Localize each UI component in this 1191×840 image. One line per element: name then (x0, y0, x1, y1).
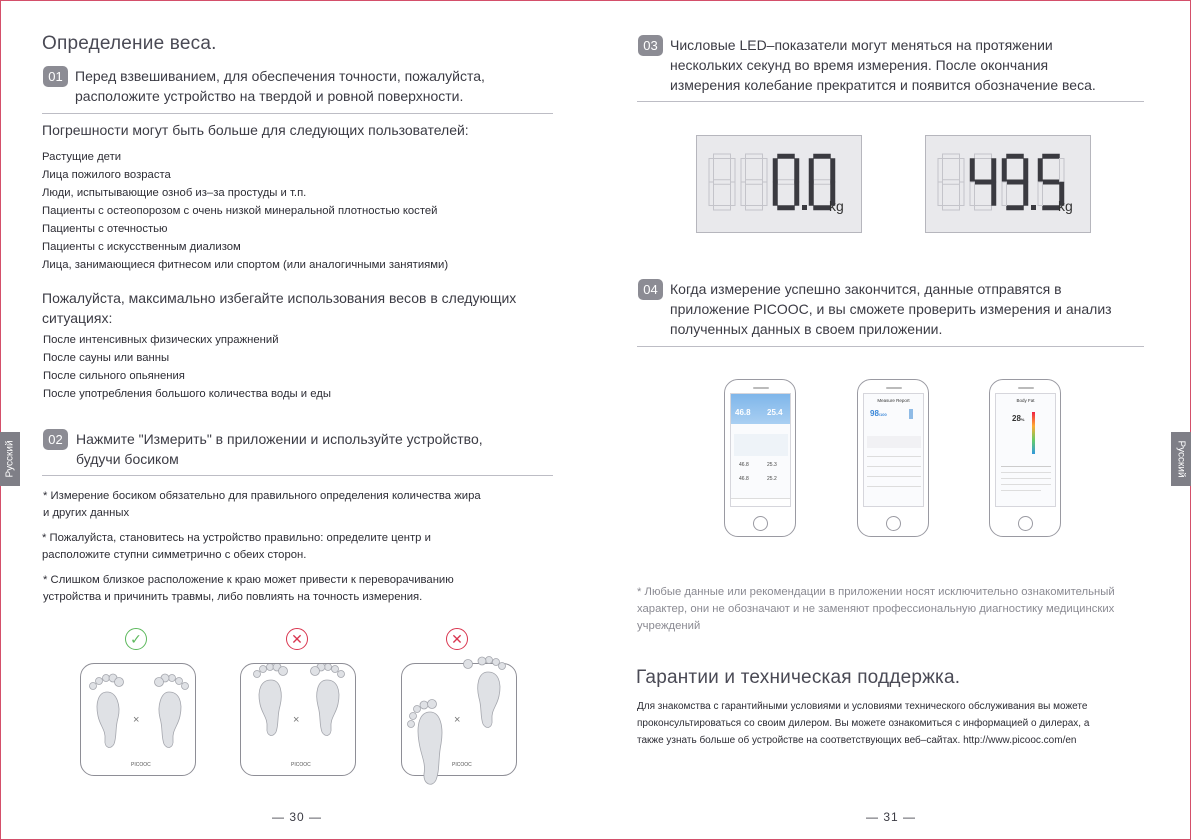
led-segment (1024, 182, 1029, 206)
list-item: Лица, занимающиеся фитнесом или спортом (или аналогичными занятиями) (42, 259, 449, 271)
errors-heading: Погрешности могут быть больше для следующих пользователей: (42, 122, 469, 138)
led-segment (709, 159, 714, 183)
led-segment (795, 159, 800, 183)
decimal-point (1031, 205, 1036, 210)
note-position: * Пожалуйста, становитесь на устройство правильно: определите центр и расположите ступни симметрично с обеих сторон. (42, 532, 431, 561)
decimal-point (802, 205, 807, 210)
led-segment (1043, 154, 1060, 159)
divider (42, 475, 553, 476)
led-segment (943, 206, 960, 211)
led-segment (763, 182, 768, 206)
led-segment (1060, 159, 1065, 183)
scale-correct-position (80, 663, 196, 776)
led-digits (926, 136, 1092, 234)
page-title: Определение веса. (42, 33, 217, 54)
led-segment (809, 182, 814, 206)
led-segment (778, 206, 795, 211)
feet-illustration (402, 664, 518, 804)
page-number-left: — 30 — (272, 810, 323, 824)
led-segment (1038, 182, 1043, 206)
led-segment (992, 182, 997, 206)
center-mark: × (454, 714, 461, 726)
list-item: Пациенты с искусственным диализом (42, 241, 241, 253)
led-segment (943, 154, 960, 159)
led-segment (960, 159, 965, 183)
unit-label: kg (1058, 198, 1073, 214)
led-segment (1024, 159, 1029, 183)
led-digits (697, 136, 863, 234)
step-badge-01: 01 (43, 66, 68, 87)
bodyfat-value: 25.4 (767, 408, 783, 417)
avoid-heading: Пожалуйста, максимально избегайте использования весов в следующих ситуациях: (42, 290, 517, 326)
led-segment (814, 154, 831, 159)
brand-logo: PICOOC (131, 762, 151, 768)
step-badge-04: 04 (638, 279, 663, 300)
step-02-text: Нажмите "Измерить" в приложении и используйте устройство, будучи босиком (76, 431, 483, 467)
cross-icon: ✕ (286, 628, 308, 650)
step-03-text: Числовые LED–показатели могут меняться на протяжении нескольких секунд во время измерения. После окончания измерения колебание прекратится и появится обозначение веса. (670, 37, 1096, 93)
led-segment (970, 159, 975, 183)
step-badge-02: 02 (43, 429, 68, 450)
scale-wrong-position (240, 663, 356, 776)
app-screen: Body Fat 28% (995, 393, 1056, 507)
app-screen: 46.8 25.4 46.8 25.3 46.8 25.2 (730, 393, 791, 507)
avoid-list (43, 331, 331, 403)
language-tab-left: Русский (0, 432, 20, 486)
led-segment (746, 154, 763, 159)
led-segment (778, 180, 795, 185)
list-item: После употребления большого количества воды и еды (43, 388, 331, 400)
center-mark: × (133, 714, 140, 726)
led-segment (938, 159, 943, 183)
led-segment (814, 206, 831, 211)
led-segment (992, 159, 997, 183)
divider (42, 113, 553, 114)
led-segment (1043, 180, 1060, 185)
list-item: Люди, испытывающие озноб из–за простуды и т.п. (42, 187, 307, 199)
phone-bodyfat-screen (989, 379, 1061, 537)
note-barefoot: * Измерение босиком обязательно для правильного определения количества жира и других данных (43, 490, 481, 519)
led-segment (970, 182, 975, 206)
divider (637, 101, 1144, 102)
led-segment (746, 206, 763, 211)
led-segment (938, 182, 943, 206)
led-segment (1002, 182, 1007, 206)
note-edge: * Слишком близкое расположение к краю может привести к переворачиванию устройства и причинить травмы, либо повлиять на точность измерения. (43, 574, 454, 603)
cross-icon: ✕ (446, 628, 468, 650)
led-segment (943, 180, 960, 185)
led-segment (778, 154, 795, 159)
warranty-title: Гарантии и техническая поддержка. (636, 667, 961, 688)
led-segment (975, 154, 992, 159)
errors-list (42, 148, 448, 274)
led-segment (773, 159, 778, 183)
led-segment (1043, 206, 1060, 211)
led-segment (809, 159, 814, 183)
led-segment (1007, 154, 1024, 159)
led-segment (714, 154, 731, 159)
led-segment (1038, 159, 1043, 183)
phone-report-screen (857, 379, 929, 537)
step-badge-03: 03 (638, 35, 663, 56)
led-segment (731, 182, 736, 206)
brand-logo: PICOOC (291, 762, 311, 768)
led-segment (714, 180, 731, 185)
led-segment (1007, 206, 1024, 211)
step-04-text: Когда измерение успешно закончится, данные отправятся в приложение PICOOC, и вы сможете проверить измерения и анализ полученных данных в своем приложении. (670, 281, 1112, 337)
brand-logo: PICOOC (452, 762, 472, 768)
list-item: Пациенты с отечностью (42, 223, 168, 235)
phone-home-screen (724, 379, 796, 537)
app-disclaimer: * Любые данные или рекомендации в приложении носят исключительно ознакомительный характер, они не обозначают и не заменяют профессиональную диагностику медицинских учреждений (637, 586, 1115, 632)
divider (637, 346, 1144, 347)
list-item: Пациенты с остеопорозом с очень низкой минеральной плотностью костей (42, 205, 438, 217)
check-icon: ✓ (125, 628, 147, 650)
scale-wrong-position (401, 663, 517, 776)
led-segment (1007, 180, 1024, 185)
led-segment (773, 182, 778, 206)
page-number-right: — 31 — (866, 810, 917, 824)
list-item: Лица пожилого возраста (42, 169, 171, 181)
center-mark: × (293, 714, 300, 726)
led-segment (795, 182, 800, 206)
led-segment (831, 159, 836, 183)
scale-display-weight (925, 135, 1091, 233)
led-segment (709, 182, 714, 206)
language-tab-right: Русский (1171, 432, 1191, 486)
led-segment (741, 159, 746, 183)
led-segment (1002, 159, 1007, 183)
led-segment (714, 206, 731, 211)
led-segment (741, 182, 746, 206)
led-segment (763, 159, 768, 183)
scale-display-zero (696, 135, 862, 233)
led-segment (814, 180, 831, 185)
list-item: После интенсивных физических упражнений (43, 334, 279, 346)
step-01-text: Перед взвешиванием, для обеспечения точности, пожалуйста, расположите устройство на твердой и ровной поверхности. (75, 68, 485, 104)
unit-label: kg (829, 198, 844, 214)
led-segment (960, 182, 965, 206)
weight-value: 46.8 (735, 408, 751, 417)
list-item: После сильного опьянения (43, 370, 185, 382)
list-item: После сауны или ванны (43, 352, 170, 364)
list-item: Растущие дети (42, 151, 122, 163)
led-segment (731, 159, 736, 183)
app-screen: Measure Report 98/100 (863, 393, 924, 507)
led-segment (975, 180, 992, 185)
warranty-text: Для знакомства с гарантийными условиями и условиями технического обслуживания вы можете проконсультироваться со своим дилером. Вы можете ознакомиться с информацией о дилерах, а также узнать больше об устройстве на соответствующих веб–сайтах. http://www.picooc.com/en (637, 701, 1090, 746)
led-segment (975, 206, 992, 211)
led-segment (746, 180, 763, 185)
